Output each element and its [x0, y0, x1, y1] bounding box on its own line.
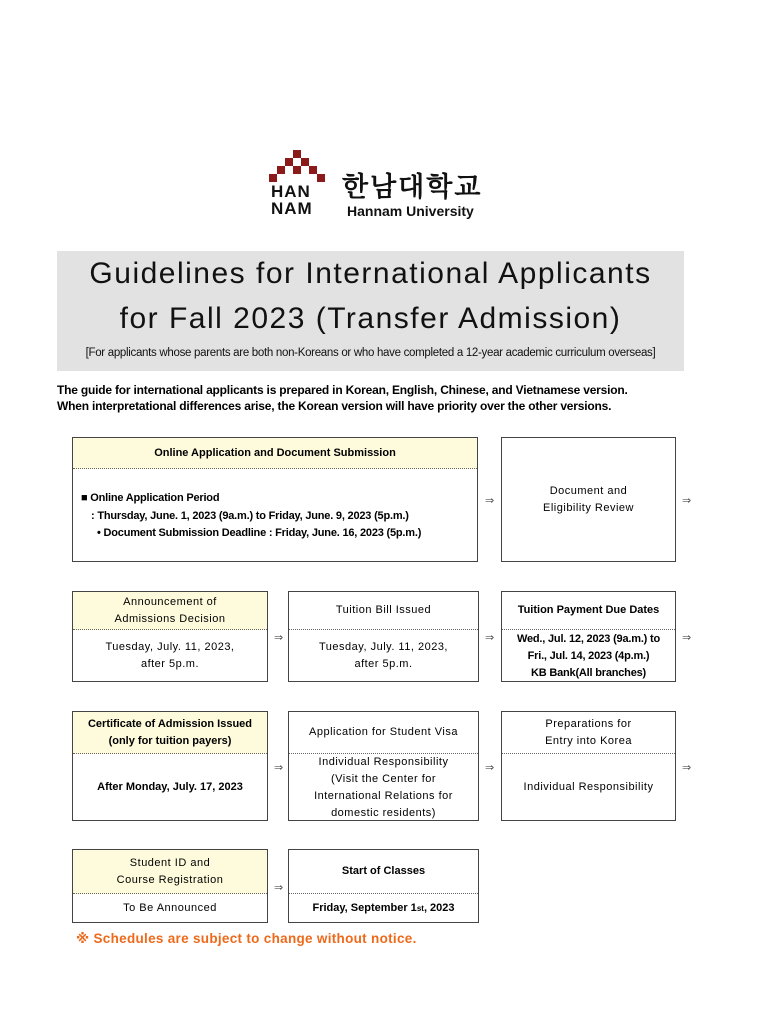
- step-header-line: Admissions Decision: [114, 612, 226, 625]
- arrow-icon: ⇒: [485, 495, 495, 507]
- step-student-id: [72, 849, 268, 923]
- arrow-icon: ⇒: [274, 882, 284, 894]
- step-header: [73, 592, 267, 630]
- step-body: To Be Announced: [123, 902, 217, 914]
- step-header: [502, 712, 675, 754]
- step-student-visa: [288, 711, 479, 821]
- step-header-line: Course Registration: [116, 873, 224, 886]
- step-header: [73, 712, 267, 754]
- step-header-line: Certificate of Admission Issued: [87, 717, 253, 730]
- step-body-line: after 5p.m.: [140, 658, 200, 670]
- logo-han-text: HAN: [271, 182, 311, 201]
- step-body-line: Tuesday, July. 11, 2023,: [319, 641, 448, 653]
- step-certificate: [72, 711, 268, 821]
- step-body-line: Fri., Jul. 14, 2023 (4p.m.): [527, 649, 650, 662]
- step-header: Tuition Bill Issued: [289, 592, 478, 630]
- arrow-icon: ⇒: [274, 632, 284, 644]
- language-note-line2: When interpretational differences arise, the Korean version will have priority over the other versions.: [57, 399, 612, 413]
- step-body-line: Eligibility Review: [543, 502, 634, 514]
- step-body: [73, 630, 267, 682]
- application-period-title: ■ Online Application Period: [81, 492, 220, 504]
- step-tuition-payment: [501, 591, 676, 682]
- logo-nam-text: NAM: [271, 199, 313, 218]
- page-title-line2: for Fall 2023 (Transfer Admission): [119, 302, 622, 335]
- step-body-line: Document and: [549, 485, 628, 497]
- step-start-classes: [288, 849, 479, 923]
- university-korean-name: 한남대학교: [342, 172, 483, 202]
- step-header-line: Student ID and: [129, 856, 211, 869]
- start-date-text: Friday, September 1: [312, 902, 417, 914]
- university-english-name: Hannam University: [347, 203, 474, 219]
- language-note-line1: The guide for international applicants is prepared in Korean, English, Chinese, and Vietnamese version.: [57, 383, 628, 397]
- arrow-icon: ⇒: [485, 762, 495, 774]
- arrow-icon: ⇒: [682, 632, 692, 644]
- step-body-line: KB Bank(All branches): [531, 666, 646, 679]
- arrow-icon: ⇒: [485, 632, 495, 644]
- step-body: After Monday, July. 17, 2023: [97, 781, 243, 793]
- start-date-suffix: st: [416, 904, 424, 913]
- step-header-line: Announcement of: [123, 595, 217, 608]
- step-header: Application for Student Visa: [289, 712, 478, 754]
- step-document-review: [501, 437, 676, 562]
- step-header-line: Preparations for: [545, 717, 632, 730]
- step-body-line: Individual Responsibility: [318, 755, 449, 768]
- title-banner: [57, 251, 684, 371]
- step-body: [289, 630, 478, 682]
- step-body-line: Tuesday, July. 11, 2023,: [105, 641, 235, 653]
- page-title-line1: Guidelines for International Applicants: [89, 257, 652, 290]
- page-subtitle: [For applicants whose parents are both non-Koreans or who have completed a 12-year academic curriculum overseas]: [85, 347, 656, 359]
- step-body: [502, 482, 675, 518]
- language-note: [57, 382, 697, 414]
- arrow-icon: ⇒: [274, 762, 284, 774]
- step-preparations: [501, 711, 676, 821]
- step-header: [73, 850, 267, 894]
- document-deadline: • Document Submission Deadline : Friday, June. 16, 2023 (5p.m.): [97, 527, 422, 539]
- step-body: [502, 630, 675, 682]
- step-body: [289, 754, 478, 821]
- start-date-year: , 2023: [423, 902, 455, 914]
- step-header: Start of Classes: [289, 850, 478, 894]
- step-header: Tuition Payment Due Dates: [502, 592, 675, 630]
- arrow-icon: ⇒: [682, 762, 692, 774]
- step-body: Individual Responsibility: [523, 781, 654, 793]
- step-body-line: after 5p.m.: [354, 658, 413, 670]
- university-logo-mark: [272, 150, 324, 182]
- step-announcement: [72, 591, 268, 682]
- step-online-application: [72, 437, 478, 562]
- step-tuition-bill: [288, 591, 479, 682]
- arrow-icon: ⇒: [682, 495, 692, 507]
- step-body-line: (Visit the Center for: [330, 772, 437, 785]
- schedule-change-notice: ※ Schedules are subject to change without notice.: [76, 931, 417, 946]
- step-header: Online Application and Document Submission: [73, 438, 477, 469]
- step-body: [289, 894, 478, 923]
- step-body-line: Wed., Jul. 12, 2023 (9a.m.) to: [517, 632, 660, 645]
- step-body-line: domestic residents): [331, 806, 436, 819]
- step-body: [81, 490, 421, 543]
- application-period-dates: : Thursday, June. 1, 2023 (9a.m.) to Friday, June. 9, 2023 (5p.m.): [91, 509, 409, 522]
- step-header-line: (only for tuition payers): [108, 734, 232, 747]
- step-header-line: Entry into Korea: [545, 734, 632, 747]
- step-body-line: International Relations for: [314, 789, 453, 802]
